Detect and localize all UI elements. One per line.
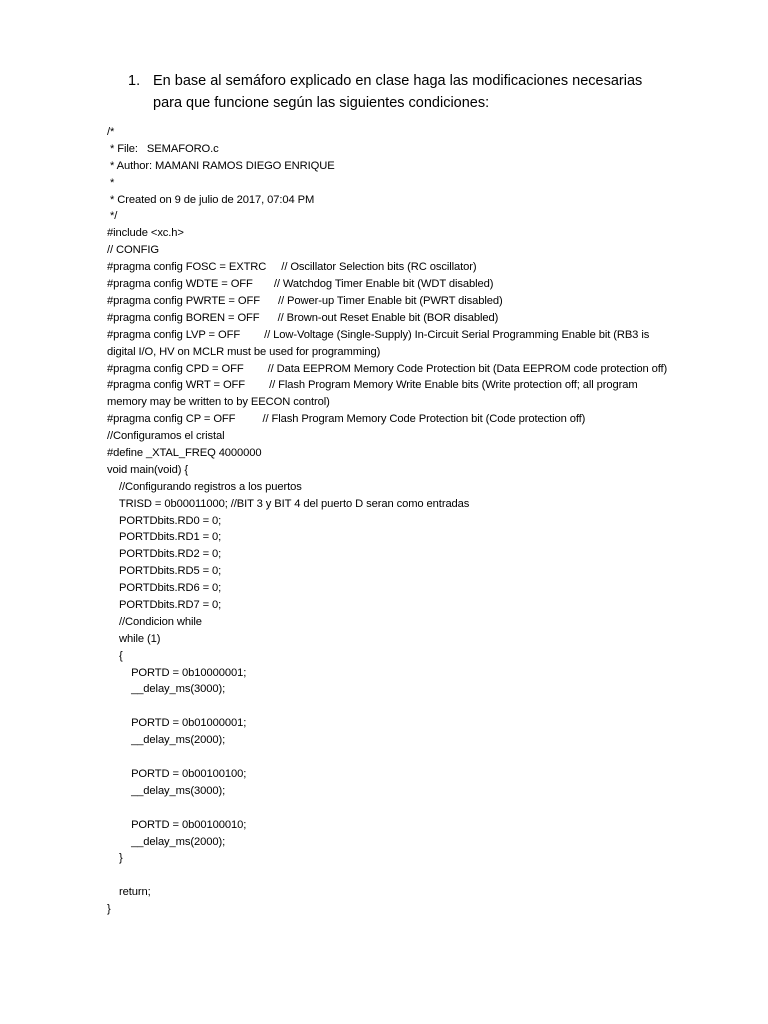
code-line: #pragma config WDTE = OFF // Watchdog Timer Enable bit (WDT disabled) (107, 278, 494, 291)
code-line: //Condicion while (107, 615, 202, 628)
code-line: return; (107, 886, 151, 899)
code-line (107, 698, 677, 715)
code-line: void main(void) { (107, 463, 188, 476)
question-number: 1. (128, 73, 141, 89)
code-line: * (107, 176, 115, 189)
code-line: TRISD = 0b00011000; //BIT 3 y BIT 4 del puerto D seran como entradas (107, 497, 470, 510)
code-line: __delay_ms(2000); (107, 734, 226, 747)
question-text: En base al semáforo explicado en clase haga las modificaciones necesarias para que funcione según las siguientes condiciones: (153, 73, 643, 111)
code-line: { (107, 649, 123, 662)
code-line: #pragma config CPD = OFF // Data EEPROM Memory Code Protection bit (Data EEPROM code protection off) (107, 362, 668, 375)
code-line: __delay_ms(2000); (107, 835, 226, 848)
code-line: __delay_ms(3000); (107, 683, 226, 696)
code-line: PORTDbits.RD2 = 0; (107, 548, 222, 561)
code-line: #pragma config PWRTE = OFF // Power-up Timer Enable bit (PWRT disabled) (107, 294, 503, 307)
code-line: #pragma config LVP = OFF // Low-Voltage (Single-Supply) In-Circuit Serial Programming Enable bit (RB3 is digital I/O, HV on MCLR must be used for programming) (107, 328, 653, 358)
code-line (107, 800, 677, 817)
code-line: PORTDbits.RD5 = 0; (107, 565, 222, 578)
code-line: #define _XTAL_FREQ 4000000 (107, 447, 262, 460)
code-line: * Created on 9 de julio de 2017, 07:04 PM (107, 193, 315, 206)
code-line: //Configuramos el cristal (107, 430, 225, 443)
code-line (107, 867, 677, 884)
code-line: PORTD = 0b10000001; (107, 666, 247, 679)
code-line: //Configurando registros a los puertos (107, 480, 302, 493)
code-line: } (107, 903, 111, 916)
code-line: #include <xc.h> (107, 227, 184, 240)
code-line: PORTD = 0b00100010; (107, 818, 247, 831)
code-line: * Author: MAMANI RAMOS DIEGO ENRIQUE (107, 159, 335, 172)
code-listing (107, 124, 677, 918)
code-line: while (1) (107, 632, 161, 645)
code-line: __delay_ms(3000); (107, 784, 226, 797)
code-line: PORTD = 0b01000001; (107, 717, 247, 730)
code-line: PORTDbits.RD7 = 0; (107, 599, 222, 612)
code-line: */ (107, 210, 118, 223)
code-line: #pragma config FOSC = EXTRC // Oscillator Selection bits (RC oscillator) (107, 261, 477, 274)
code-line: #pragma config BOREN = OFF // Brown-out Reset Enable bit (BOR disabled) (107, 311, 499, 324)
code-line: PORTDbits.RD6 = 0; (107, 582, 222, 595)
code-line: PORTD = 0b00100100; (107, 767, 247, 780)
code-line: #pragma config CP = OFF // Flash Program Memory Code Protection bit (Code protection off) (107, 413, 586, 426)
code-line: PORTDbits.RD1 = 0; (107, 531, 222, 544)
code-line: PORTDbits.RD0 = 0; (107, 514, 222, 527)
code-line: } (107, 852, 123, 865)
code-line: /* (107, 126, 115, 138)
code-line: // CONFIG (107, 244, 159, 257)
code-line: #pragma config WRT = OFF // Flash Program Memory Write Enable bits (Write protection off; all program memory may be written to by EECON control) (107, 379, 641, 409)
code-line (107, 749, 677, 766)
code-line: * File: SEMAFORO.c (107, 142, 219, 155)
